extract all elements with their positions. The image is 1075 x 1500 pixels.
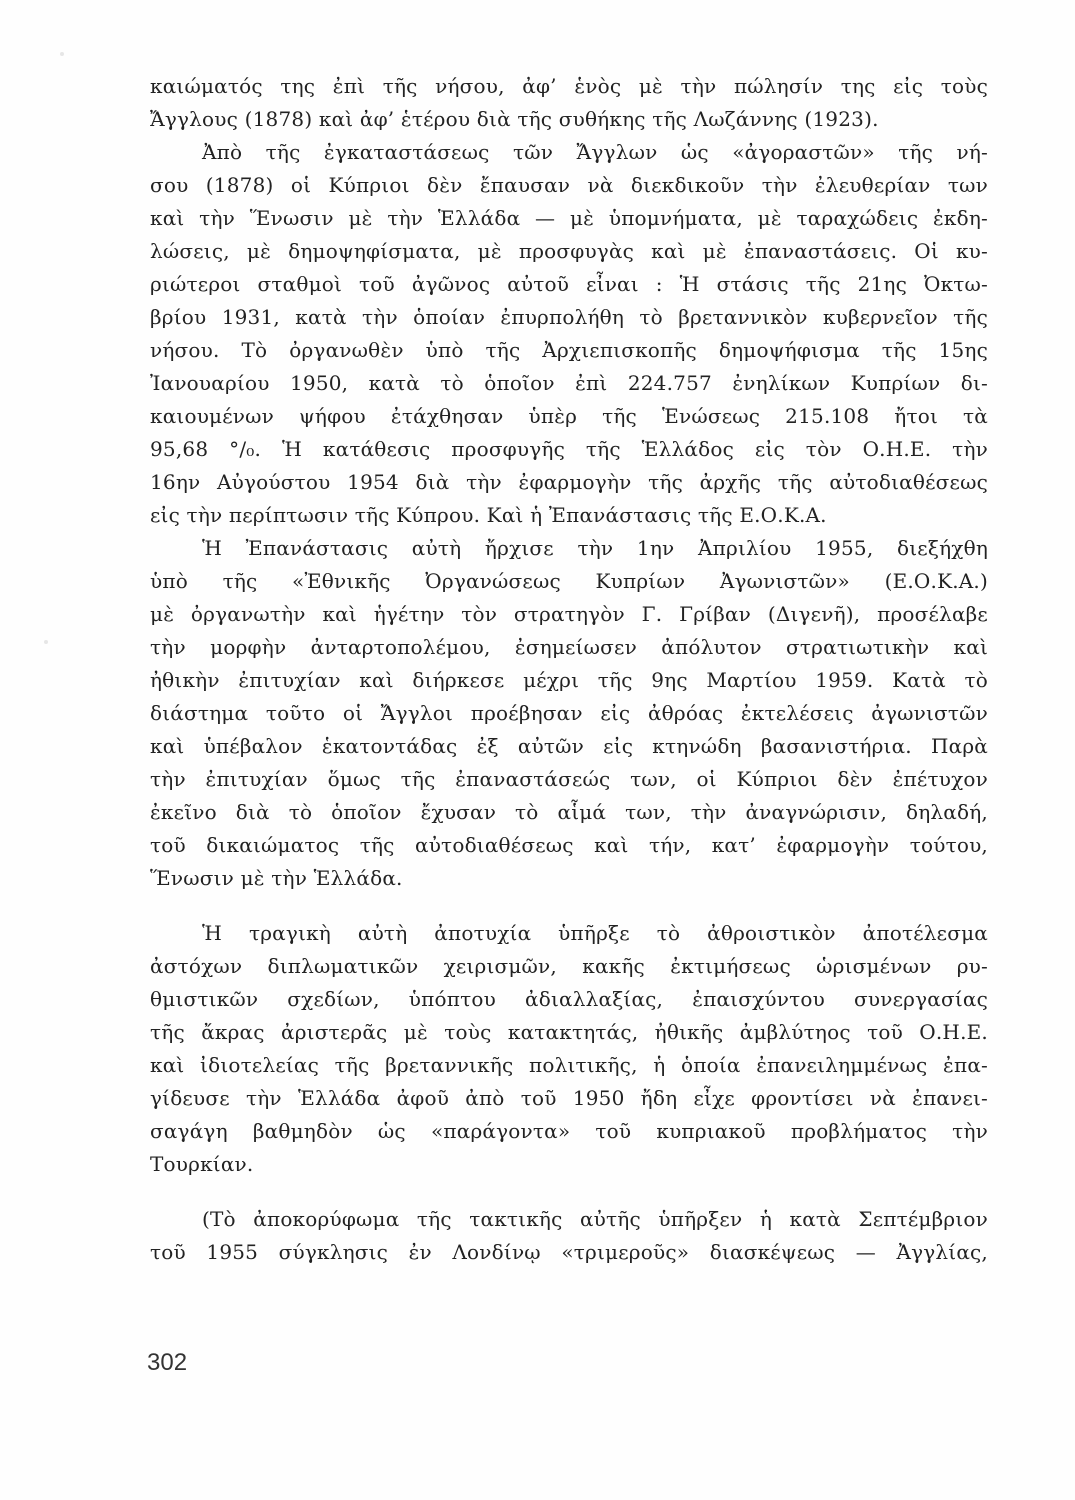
text-line: Ἀπὸ τῆς ἐγκαταστάσεως τῶν Ἄγγλων ὡς «ἀγοραστῶν» τῆς νή- <box>202 140 988 164</box>
text-line: θμιστικῶν σχεδίων, ὑπόπτου ἀδιαλλαξίας, ἐπαισχύντου συνεργασίας <box>150 987 988 1011</box>
text-line: ἀστόχων διπλωματικῶν χειρισμῶν, κακῆς ἐκτιμήσεως ὡρισμένων ρυ- <box>150 954 988 978</box>
page-speck <box>60 52 64 56</box>
paragraph <box>150 70 988 136</box>
text-line: εἰς τὴν περίπτωσιν τῆς Κύπρου. Καὶ ἡ Ἐπανάστασις τῆς Ε.Ο.Κ.Α. <box>150 503 827 527</box>
text-line: τὴν ἐπιτυχίαν ὅμως τῆς ἐπαναστάσεώς των, οἱ Κύπριοι δὲν ἐπέτυχον <box>150 767 988 791</box>
text-line: (Τὸ ἀποκορύφωμα τῆς τακτικῆς αὐτῆς ὑπῆρξεν ἡ κατὰ Σεπτέμβριον <box>202 1207 988 1231</box>
text-line: καὶ ἰδιοτελείας τῆς βρεταννικῆς πολιτικῆς, ἡ ὁποία ἐπανειλημμένως ἐπα- <box>150 1053 988 1077</box>
text-line: Ἡ Ἐπανάστασις αὐτὴ ἤρχισε τὴν 1ην Ἀπριλίου 1955, διεξήχθη <box>202 536 988 560</box>
text-line: τοῦ δικαιώματος τῆς αὐτοδιαθέσεως καὶ τήν, κατ’ ἐφαρμογὴν τούτου, <box>150 833 988 857</box>
text-line: γίδευσε τὴν Ἑλλάδα ἀφοῦ ἀπὸ τοῦ 1950 ἤδη εἶχε φροντίσει νὰ ἐπανει- <box>150 1086 988 1110</box>
paragraph-spacer <box>150 1181 988 1203</box>
text-line: 16ην Αὐγούστου 1954 διὰ τὴν ἐφαρμογὴν τῆς ἀρχῆς τῆς αὐτοδιαθέσεως <box>150 470 988 494</box>
text-line: 95,68 °/₀. Ἡ κατάθεσις προσφυγῆς τῆς Ἑλλάδος εἰς τὸν Ο.Η.Ε. τὴν <box>150 437 988 461</box>
text-line: Ἡ τραγικὴ αὐτὴ ἀποτυχία ὑπῆρξε τὸ ἀθροιστικὸν ἀποτέλεσμα <box>202 921 988 945</box>
page-number: 302 <box>147 1349 188 1376</box>
text-line: καὶ τὴν Ἕνωσιν μὲ τὴν Ἑλλάδα — μὲ ὑπομνήματα, μὲ ταραχώδεις ἐκδη- <box>150 206 988 230</box>
text-line: ὑπὸ τῆς «Ἐθνικῆς Ὀργανώσεως Κυπρίων Ἀγωνιστῶν» (Ε.Ο.Κ.Α.) <box>150 569 988 593</box>
text-line: καιώματός της ἐπὶ τῆς νήσου, ἀφ’ ἑνὸς μὲ τὴν πώλησίν της εἰς τοὺς <box>150 74 988 98</box>
text-line: μὲ ὀργανωτὴν καὶ ἡγέτην τὸν στρατηγὸν Γ. Γρίβαν (Διγενῆ), προσέλαβε <box>150 602 988 626</box>
text-line: ριώτεροι σταθμοὶ τοῦ ἀγῶνος αὐτοῦ εἶναι : Ἡ στάσις τῆς 21ης Ὀκτω- <box>150 272 988 296</box>
text-line: σου (1878) οἱ Κύπριοι δὲν ἔπαυσαν νὰ διεκδικοῦν τὴν ἐλευθερίαν των <box>150 173 988 197</box>
text-line: Ἰανουαρίου 1950, κατὰ τὸ ὁποῖον ἐπὶ 224.757 ἐνηλίκων Κυπρίων δι- <box>150 371 988 395</box>
text-line: Ἕνωσιν μὲ τὴν Ἑλλάδα. <box>150 866 403 890</box>
text-line: λώσεις, μὲ δημοψηφίσματα, μὲ προσφυγὰς καὶ μὲ ἐπαναστάσεις. Οἱ κυ- <box>150 239 988 263</box>
text-line: βρίου 1931, κατὰ τὴν ὁποίαν ἐπυρπολήθη τὸ βρεταννικὸν κυβερνεῖον τῆς <box>150 305 988 329</box>
text-line: καὶ ὑπέβαλον ἑκατοντάδας ἐξ αὐτῶν εἰς κτηνώδη βασανιστήρια. Παρὰ <box>150 734 988 758</box>
text-line: ἠθικὴν ἐπιτυχίαν καὶ διήρκεσε μέχρι τῆς 9ης Μαρτίου 1959. Κατὰ τὸ <box>150 668 988 692</box>
paragraph <box>150 136 988 532</box>
text-line: Ἄγγλους (1878) καὶ ἀφ’ ἑτέρου διὰ τῆς συθήκης τῆς Λωζάννης (1923). <box>150 107 879 131</box>
text-line: τῆς ἄκρας ἀριστερᾶς μὲ τοὺς κατακτητάς, ἠθικῆς ἀμβλύτηος τοῦ Ο.Η.Ε. <box>150 1020 988 1044</box>
paragraph <box>150 1203 988 1269</box>
text-line: τοῦ 1955 σύγκλησις ἐν Λονδίνῳ «τριμεροῦς» διασκέψεως — Ἀγγλίας, <box>150 1240 988 1264</box>
body-text <box>150 70 988 1269</box>
paragraph-spacer <box>150 895 988 917</box>
paragraph <box>150 532 988 895</box>
text-line: καιουμένων ψήφου ἐτάχθησαν ὑπὲρ τῆς Ἑνώσεως 215.108 ἤτοι τὰ <box>150 404 988 428</box>
text-line: ἐκεῖνο διὰ τὸ ὁποῖον ἔχυσαν τὸ αἷμά των, τὴν ἀναγνώρισιν, δηλαδή, <box>150 800 988 824</box>
text-line: νήσου. Τὸ ὀργανωθὲν ὑπὸ τῆς Ἀρχιεπισκοπῆς δημοψήφισμα τῆς 15ης <box>150 338 988 362</box>
text-line: διάστημα τοῦτο οἱ Ἄγγλοι προέβησαν εἰς ἀθρόας ἐκτελέσεις ἀγωνιστῶν <box>150 701 988 725</box>
text-line: σαγάγη βαθμηδὸν ὡς «παράγοντα» τοῦ κυπριακοῦ προβλήματος τὴν <box>150 1119 988 1143</box>
text-line: Τουρκίαν. <box>150 1152 254 1176</box>
page-speck <box>44 640 48 644</box>
text-line: τὴν μορφὴν ἀνταρτοπολέμου, ἐσημείωσεν ἀπόλυτον στρατιωτικὴν καὶ <box>150 635 988 659</box>
paragraph <box>150 917 988 1181</box>
